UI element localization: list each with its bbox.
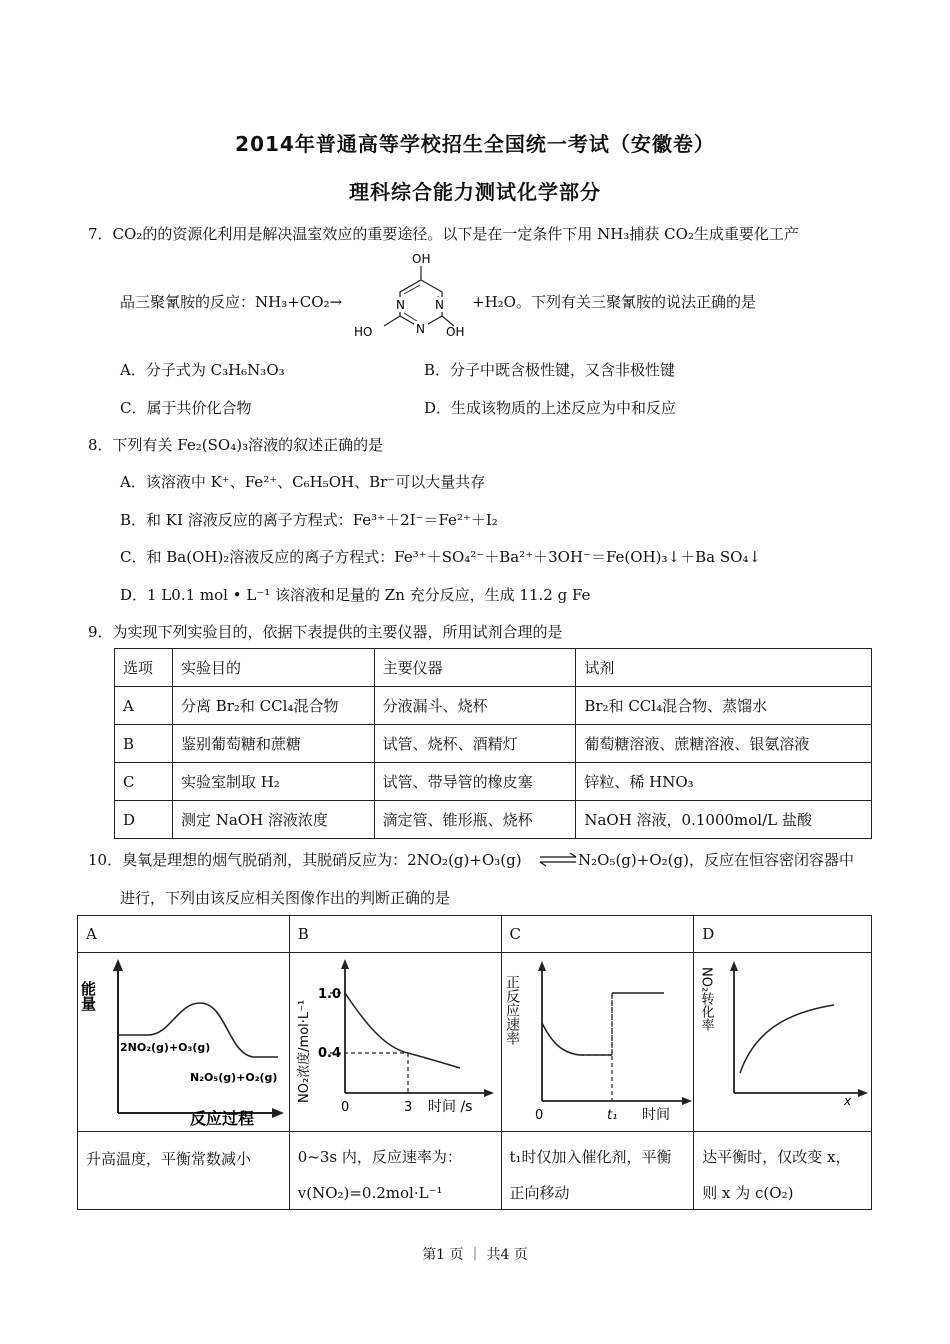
graph-cell-b <box>289 953 501 1132</box>
table-row <box>115 763 872 801</box>
table-row <box>115 801 872 839</box>
table-cell: 试管、带导管的橡皮塞 <box>374 763 576 801</box>
table-header-cell: C <box>501 916 694 953</box>
statement-b-line2: v(NO₂)=0.2mol·L⁻¹ <box>297 1184 443 1202</box>
statement-b <box>289 1132 501 1210</box>
table-cell: 测定 NaOH 溶液浓度 <box>172 801 374 839</box>
table-header-cell: 实验目的 <box>172 649 374 687</box>
q8-option-b: B．和 KI 溶液反应的离子方程式：Fe³⁺＋2I⁻＝Fe²⁺＋I₂ <box>120 511 498 529</box>
q10-stem: 10．臭氧是理想的烟气脱硝剂，其脱硝反应为：2NO₂(g)+O₃(g) <box>88 851 522 869</box>
table-header-cell: 试剂 <box>576 649 872 687</box>
table-cell: 鉴别葡萄糖和蔗糖 <box>172 725 374 763</box>
table-cell: NaOH 溶液，0.1000mol/L 盐酸 <box>576 801 872 839</box>
q8-option-a: A．该溶液中 K⁺、Fe²⁺、C₆H₅OH、Br⁻可以大量共存 <box>120 473 486 491</box>
q9-table <box>114 648 872 839</box>
graph-a-ylabel: 能量 <box>79 981 97 1011</box>
graph-b-ytick: 0.4 <box>317 1046 341 1061</box>
table-cell: 试管、烧杯、酒精灯 <box>374 725 576 763</box>
statement-a <box>78 1132 290 1210</box>
graph-a-reactants: 2NO₂(g)+O₃(g) <box>120 1041 211 1054</box>
statement-d <box>694 1132 872 1210</box>
statement-c-line2: 正向移动 <box>509 1184 570 1202</box>
graph-d-conversion <box>694 953 870 1127</box>
table-header-cell: 选项 <box>115 649 173 687</box>
q7-option-b: B．分子中既含极性键，又含非极性键 <box>424 361 676 379</box>
graph-d-xlabel: x <box>844 1094 852 1108</box>
graph-b-concentration <box>290 953 500 1127</box>
graph-row <box>78 953 872 1132</box>
n-bottom-label: N <box>416 322 425 336</box>
graph-c-ylabel: 正反应速率 <box>503 975 520 1045</box>
table-cell: Br₂和 CCl₄混合物、蒸馏水 <box>576 687 872 725</box>
table-cell: 实验室制取 H₂ <box>172 763 374 801</box>
table-header-cell: D <box>694 916 872 953</box>
q7-stem-cont: 品三聚氰胺的反应：NH₃+CO₂→ <box>120 293 343 311</box>
graph-a-products: N₂O₅(g)+O₂(g) <box>190 1071 278 1084</box>
graph-d-ylabel: NO₂转化率 <box>698 967 714 1032</box>
table-row <box>115 725 872 763</box>
oh-top-label: OH <box>412 252 431 266</box>
q7-option-d: D．生成该物质的上述反应为中和反应 <box>424 399 677 417</box>
graph-cell-a <box>78 953 290 1132</box>
oh-right-label: OH <box>446 325 465 339</box>
page-subtitle: 理科综合能力测试化学部分 <box>349 180 601 204</box>
graph-c-rate <box>502 953 693 1127</box>
table-cell: 分液漏斗、烧杯 <box>374 687 576 725</box>
q7-stem-end: +H₂O。下列有关三聚氰胺的说法正确的是 <box>472 293 756 311</box>
statement-b-line1: 0~3s 内，反应速率为： <box>297 1148 462 1166</box>
statement-c <box>501 1132 694 1210</box>
graph-c-xlabel: 时间 <box>641 1107 670 1123</box>
n-left-label: N <box>396 298 405 312</box>
table-header-cell: B <box>289 916 501 953</box>
table-cell: 分离 Br₂和 CCl₄混合物 <box>172 687 374 725</box>
table-header-row <box>115 649 872 687</box>
equilibrium-arrow-icon <box>538 850 578 870</box>
graph-cell-c <box>501 953 694 1132</box>
q7-stem: 7．CO₂的的资源化利用是解决温室效应的重要途径。以下是在一定条件下用 NH₃捕获 CO₂生成重要化工产 <box>88 225 799 243</box>
q7-option-a: A．分子式为 C₃H₆N₃O₃ <box>120 361 285 379</box>
graph-b-xlabel: 时间 /s <box>427 1099 473 1115</box>
table-header-cell: 主要仪器 <box>374 649 576 687</box>
ho-left-label: HO <box>354 325 373 339</box>
table-cell: 葡萄糖溶液、蔗糖溶液、银氨溶液 <box>576 725 872 763</box>
table-header-row <box>78 916 872 953</box>
graph-c-xtick: 0 <box>534 1108 543 1123</box>
q10-table <box>77 915 872 1210</box>
graph-a-xlabel: 反应过程 <box>190 1109 255 1127</box>
graph-a-energy <box>78 953 288 1127</box>
statement-d-line1: 达平衡时，仅改变 x， <box>702 1148 851 1166</box>
page-title: 2014年普通高等学校招生全国统一考试（安徽卷） <box>235 132 715 156</box>
graph-cell-d <box>694 953 872 1132</box>
q8-option-d: D．1 L0.1 mol • L⁻¹ 该溶液和足量的 Zn 充分反应，生成 11.2 g Fe <box>120 586 591 604</box>
table-cell: 锌粒、稀 HNO₃ <box>576 763 872 801</box>
n-right-label: N <box>435 298 444 312</box>
table-cell: A <box>115 687 173 725</box>
table-header-cell: A <box>78 916 290 953</box>
graph-b-xtick: 0 <box>340 1100 350 1115</box>
q10-stem-cont: N₂O₅(g)+O₂(g)，反应在恒容密闭容器中 <box>578 851 854 869</box>
statement-a-line1: 升高温度，平衡常数减小 <box>86 1150 252 1168</box>
statement-d-line2: 则 x 为 c(O₂) <box>702 1184 794 1202</box>
table-row <box>115 687 872 725</box>
graph-c-xtick: t₁ <box>606 1108 617 1123</box>
q8-stem: 8．下列有关 Fe₂(SO₄)₃溶液的叙述正确的是 <box>88 436 384 454</box>
table-cell: C <box>115 763 173 801</box>
melamine-structure <box>350 248 470 343</box>
statement-c-line1: t₁时仅加入催化剂，平衡 <box>509 1148 672 1166</box>
graph-b-ylabel: NO₂浓度/mol·L⁻¹ <box>296 999 312 1103</box>
q8-option-c: C．和 Ba(OH)₂溶液反应的离子方程式：Fe³⁺＋SO₄²⁻＋Ba²⁺＋3OH⁻＝Fe(OH)₃↓＋Ba SO₄↓ <box>120 548 761 566</box>
q7-option-c: C．属于共价化合物 <box>120 399 252 417</box>
q10-stem-line2: 进行，下列由该反应相关图像作出的判断正确的是 <box>120 889 451 907</box>
graph-b-ytick: 1.0 <box>317 987 341 1002</box>
table-cell: D <box>115 801 173 839</box>
q9-stem: 9．为实现下列实验目的，依据下表提供的主要仪器，所用试剂合理的是 <box>88 623 563 641</box>
page-footer: 第1 页 ｜ 共4 页 <box>422 1247 528 1263</box>
table-cell: B <box>115 725 173 763</box>
statement-row <box>78 1132 872 1210</box>
graph-b-xtick: 3 <box>403 1100 413 1115</box>
table-cell: 滴定管、锥形瓶、烧杯 <box>374 801 576 839</box>
